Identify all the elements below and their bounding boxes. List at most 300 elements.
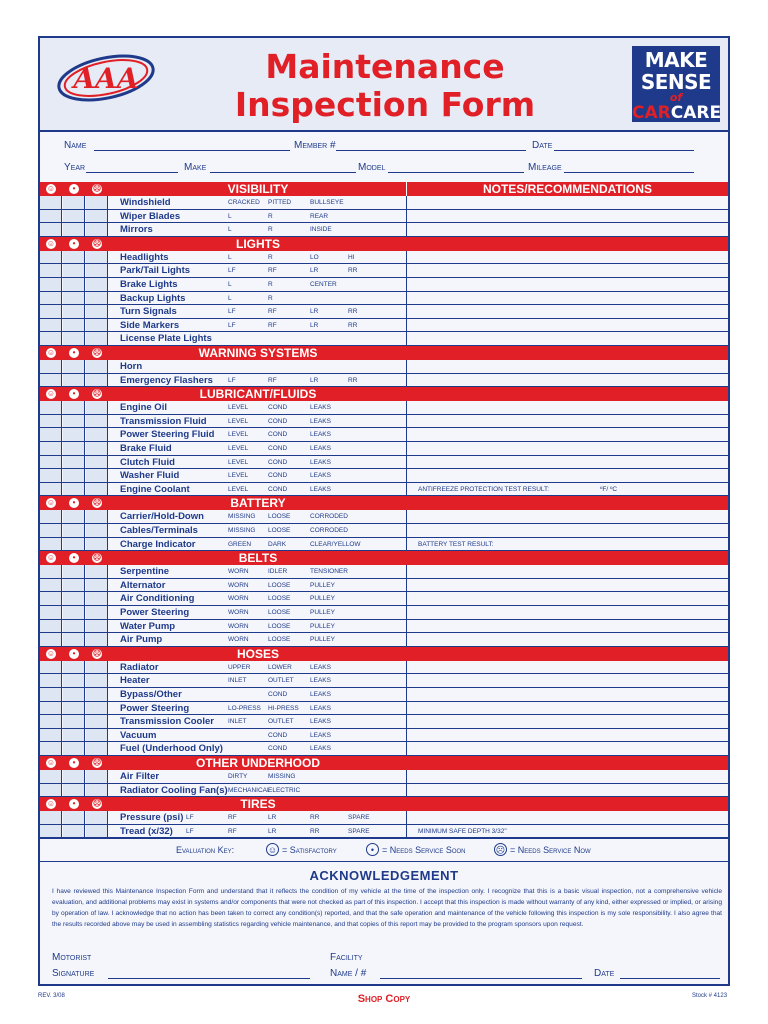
notes-header: NOTES/RECOMMENDATIONS	[406, 182, 728, 196]
notes-cell[interactable]	[406, 428, 728, 441]
service-soon-checkbox[interactable]	[63, 319, 85, 332]
motorist-label: Motorist	[52, 952, 92, 963]
rating-faces	[40, 797, 108, 811]
section-title: BELTS	[238, 551, 278, 566]
service-soon-checkbox[interactable]	[63, 825, 85, 838]
item-label: License Plate Lights	[120, 333, 212, 345]
option-label: LEAKS	[310, 417, 331, 425]
acknowledgement-title: ACKNOWLEDGEMENT	[309, 868, 459, 883]
service-soon-checkbox[interactable]	[63, 538, 85, 551]
service-soon-checkbox[interactable]	[63, 715, 85, 728]
service-soon-checkbox[interactable]	[63, 332, 85, 345]
service-soon-checkbox[interactable]	[63, 674, 85, 687]
satisfactory-checkbox[interactable]	[40, 729, 62, 742]
frown-icon: ☹	[92, 389, 102, 399]
note-text: MINIMUM SAFE DEPTH 3/32"	[418, 827, 507, 835]
neutral-face-icon: •	[69, 799, 79, 809]
service-now-checkbox[interactable]	[86, 510, 108, 523]
service-soon-checkbox[interactable]	[63, 278, 85, 291]
model-field[interactable]	[388, 162, 524, 173]
satisfactory-checkbox[interactable]	[40, 592, 62, 605]
notes-cell[interactable]	[406, 278, 728, 291]
service-soon-checkbox[interactable]	[63, 592, 85, 605]
option-label: RF	[268, 267, 277, 275]
table-row	[40, 319, 728, 333]
option-label: LEVEL	[228, 404, 249, 412]
notes-cell[interactable]	[406, 606, 728, 619]
satisfactory-checkbox[interactable]	[40, 565, 62, 578]
table-row	[40, 633, 728, 647]
option-label: LEVEL	[228, 431, 249, 439]
option-label: LOOSE	[268, 513, 291, 521]
satisfactory-checkbox[interactable]	[40, 742, 62, 755]
service-now-checkbox[interactable]	[86, 483, 108, 496]
neutral-face-icon: •	[69, 498, 79, 508]
option-label: L	[228, 281, 232, 288]
service-soon-checkbox[interactable]	[63, 360, 85, 373]
service-soon-checkbox[interactable]	[63, 292, 85, 305]
notes-cell[interactable]	[406, 565, 728, 578]
notes-cell[interactable]	[406, 510, 728, 523]
table-row	[40, 784, 728, 798]
option-label: CORRODED	[310, 527, 348, 534]
notes-cell[interactable]	[406, 688, 728, 701]
service-now-checkbox[interactable]	[86, 715, 108, 728]
satisfactory-checkbox[interactable]	[40, 332, 62, 345]
satisfactory-checkbox[interactable]	[40, 620, 62, 633]
satisfactory-checkbox[interactable]	[40, 674, 62, 687]
service-now-checkbox[interactable]	[86, 251, 108, 264]
notes-cell[interactable]	[406, 661, 728, 674]
ack-date-field[interactable]	[620, 968, 720, 979]
notes-cell[interactable]	[406, 401, 728, 414]
item-label: Washer Fluid	[120, 470, 180, 482]
option-label: INLET	[228, 677, 247, 685]
option-label: LEAKS	[310, 485, 331, 493]
notes-cell[interactable]	[406, 223, 728, 236]
year-field[interactable]	[86, 162, 178, 173]
option-label: MISSING	[228, 513, 256, 521]
notes-cell[interactable]	[406, 332, 728, 345]
option-label: R	[268, 226, 273, 234]
service-soon-checkbox[interactable]	[63, 742, 85, 755]
name-label: Name	[64, 140, 87, 151]
item-label: Radiator Cooling Fan(s)	[120, 784, 228, 796]
service-soon-checkbox[interactable]	[63, 374, 85, 387]
table-row	[40, 374, 728, 388]
option-label: LO	[310, 253, 319, 261]
option-label: COND	[268, 485, 288, 493]
satisfactory-checkbox[interactable]	[40, 401, 62, 414]
item-label: Fuel (Underhood Only)	[120, 743, 223, 755]
satisfactory-checkbox[interactable]	[40, 469, 62, 482]
service-soon-checkbox[interactable]	[63, 579, 85, 592]
service-soon-checkbox[interactable]	[63, 305, 85, 318]
inspection-form	[38, 36, 730, 986]
service-now-checkbox[interactable]	[86, 401, 108, 414]
signature-field[interactable]	[108, 968, 310, 979]
satisfactory-checkbox[interactable]	[40, 633, 62, 646]
service-soon-checkbox[interactable]	[63, 223, 85, 236]
option-label: COND	[268, 417, 288, 425]
service-now-checkbox[interactable]	[86, 360, 108, 373]
satisfactory-checkbox[interactable]	[40, 524, 62, 537]
service-now-checkbox[interactable]	[86, 674, 108, 687]
neutral-face-icon: •	[69, 184, 79, 194]
section-header	[40, 387, 728, 401]
option-label: LEVEL	[228, 485, 249, 493]
item-label: Vacuum	[120, 729, 157, 741]
table-row	[40, 620, 728, 634]
notes-cell[interactable]	[406, 729, 728, 742]
notes-cell[interactable]	[406, 360, 728, 373]
satisfactory-checkbox[interactable]	[40, 264, 62, 277]
service-soon-checkbox[interactable]	[63, 606, 85, 619]
service-soon-checkbox[interactable]	[63, 415, 85, 428]
option-label: LR	[310, 321, 319, 329]
notes-cell[interactable]	[406, 319, 728, 332]
option-label: PULLEY	[310, 609, 335, 616]
option-label: WORN	[228, 595, 249, 603]
rating-faces	[40, 647, 108, 661]
smile-icon: ☺	[46, 238, 56, 248]
notes-cell[interactable]	[406, 442, 728, 455]
option-label: RR	[310, 827, 320, 835]
satisfactory-checkbox[interactable]	[40, 510, 62, 523]
smile-icon: ☺	[46, 184, 56, 193]
item-label: Cables/Terminals	[120, 525, 198, 536]
date-field[interactable]	[554, 140, 694, 151]
frown-icon: ☹	[92, 238, 102, 248]
table-row	[40, 702, 728, 716]
service-soon-checkbox[interactable]	[63, 469, 85, 482]
notes-cell[interactable]	[406, 811, 728, 824]
table-row	[40, 428, 728, 442]
table-row	[40, 742, 728, 756]
neutral-face-icon: •	[69, 239, 79, 249]
table-row	[40, 332, 728, 346]
service-now-checkbox[interactable]	[86, 278, 108, 291]
table-row	[40, 510, 728, 524]
section-title: TIRES	[240, 797, 276, 812]
service-soon-checkbox[interactable]	[63, 251, 85, 264]
option-label: LOOSE	[268, 636, 291, 644]
satisfactory-checkbox[interactable]	[40, 688, 62, 701]
option-label: PULLEY	[310, 622, 335, 630]
option-label: LEAKS	[310, 718, 331, 726]
service-now-checkbox[interactable]	[86, 592, 108, 605]
notes-cell[interactable]	[406, 742, 728, 755]
service-now-checkbox[interactable]	[86, 784, 108, 797]
option-label: LF	[186, 814, 194, 822]
option-label: LR	[268, 827, 277, 835]
item-label: Serpentine	[120, 566, 170, 578]
option-label: INLET	[228, 718, 247, 726]
notes-cell[interactable]	[406, 210, 728, 223]
option-label: LF	[228, 308, 236, 316]
service-soon-checkbox[interactable]	[63, 456, 85, 469]
mileage-label: Mileage	[528, 162, 562, 173]
service-now-checkbox[interactable]	[86, 456, 108, 469]
neutral-face-icon: •	[69, 758, 79, 768]
option-label: RF	[228, 827, 237, 835]
notes-cell[interactable]	[406, 633, 728, 646]
notes-cell[interactable]	[406, 264, 728, 277]
service-now-checkbox[interactable]	[86, 442, 108, 455]
aaa-logo	[54, 50, 158, 106]
ack-date-label: Date	[594, 968, 615, 979]
service-soon-checkbox[interactable]	[63, 401, 85, 414]
service-now-checkbox[interactable]	[86, 825, 108, 838]
satisfactory-checkbox[interactable]	[40, 456, 62, 469]
date-label: Date	[532, 140, 553, 151]
item-label: Transmission Cooler	[120, 716, 214, 728]
service-soon-checkbox[interactable]	[63, 633, 85, 646]
option-label: COND	[268, 745, 288, 753]
option-label: LF	[186, 827, 194, 835]
option-label: LEAKS	[310, 458, 331, 466]
item-label: Tread (x/32)	[120, 825, 173, 837]
smile-icon: ☺	[46, 758, 56, 767]
option-label: LF	[228, 321, 236, 329]
service-now-checkbox[interactable]	[86, 688, 108, 701]
service-soon-checkbox[interactable]	[63, 442, 85, 455]
service-now-checkbox[interactable]	[86, 210, 108, 223]
facility-label: Facility	[330, 952, 363, 963]
service-now-checkbox[interactable]	[86, 606, 108, 619]
notes-cell[interactable]	[406, 469, 728, 482]
service-soon-checkbox[interactable]	[63, 210, 85, 223]
mileage-field[interactable]	[564, 162, 694, 173]
satisfactory-checkbox[interactable]	[40, 442, 62, 455]
service-soon-checkbox[interactable]	[63, 811, 85, 824]
satisfactory-checkbox[interactable]	[40, 661, 62, 674]
notes-cell[interactable]	[406, 196, 728, 209]
satisfactory-checkbox[interactable]	[40, 360, 62, 373]
service-soon-checkbox[interactable]	[63, 510, 85, 523]
service-now-checkbox[interactable]	[86, 770, 108, 783]
service-now-checkbox[interactable]	[86, 620, 108, 633]
item-label: Carrier/Hold-Down	[120, 511, 204, 523]
satisfactory-checkbox[interactable]	[40, 606, 62, 619]
section-header	[40, 496, 728, 510]
service-soon-checkbox[interactable]	[63, 688, 85, 701]
option-label: MISSING	[228, 527, 256, 534]
neutral-face-icon: •	[69, 553, 79, 563]
option-label: INSIDE	[310, 226, 332, 234]
table-row	[40, 292, 728, 306]
neutral-face-icon: •	[69, 348, 79, 358]
satisfactory-checkbox[interactable]	[40, 428, 62, 441]
service-now-checkbox[interactable]	[86, 702, 108, 715]
vehicle-info	[40, 130, 728, 180]
service-soon-checkbox[interactable]	[63, 702, 85, 715]
satisfactory-checkbox[interactable]	[40, 415, 62, 428]
option-label: WORN	[228, 622, 249, 630]
service-soon-checkbox[interactable]	[63, 483, 85, 496]
option-label: DIRTY	[228, 773, 248, 780]
option-label: LOWER	[268, 663, 292, 671]
service-now-checkbox[interactable]	[86, 565, 108, 578]
satisfactory-checkbox[interactable]	[40, 278, 62, 291]
notes-cell[interactable]	[406, 702, 728, 715]
facility-name-field[interactable]	[380, 968, 582, 979]
service-soon-checkbox[interactable]	[63, 428, 85, 441]
item-label: Air Filter	[120, 771, 160, 782]
service-now-checkbox[interactable]	[86, 538, 108, 551]
service-soon-checkbox[interactable]	[63, 661, 85, 674]
option-label: LEVEL	[228, 445, 249, 452]
service-soon-checkbox[interactable]	[63, 784, 85, 797]
notes-cell[interactable]	[406, 374, 728, 387]
badge-line-3	[632, 103, 720, 123]
satisfactory-checkbox[interactable]	[40, 292, 62, 305]
service-now-checkbox[interactable]	[86, 319, 108, 332]
service-now-checkbox[interactable]	[86, 196, 108, 209]
service-now-checkbox[interactable]	[86, 524, 108, 537]
satisfactory-checkbox[interactable]	[40, 702, 62, 715]
table-row	[40, 360, 728, 374]
service-soon-checkbox[interactable]	[63, 196, 85, 209]
service-now-checkbox[interactable]	[86, 292, 108, 305]
shop-copy-label: Shop Copy	[357, 993, 411, 1005]
notes-cell[interactable]	[406, 456, 728, 469]
option-label: LR	[310, 376, 319, 384]
make-field[interactable]	[210, 162, 356, 173]
option-label: LR	[268, 814, 277, 822]
option-label: TENSIONER	[310, 568, 348, 576]
service-now-checkbox[interactable]	[86, 661, 108, 674]
option-label: MISSING	[268, 773, 296, 780]
service-soon-checkbox[interactable]	[63, 770, 85, 783]
service-now-checkbox[interactable]	[86, 633, 108, 646]
satisfactory-checkbox[interactable]	[40, 196, 62, 209]
notes-cell[interactable]	[406, 674, 728, 687]
service-soon-checkbox[interactable]	[63, 524, 85, 537]
satisfactory-checkbox[interactable]	[40, 210, 62, 223]
section-header	[40, 797, 728, 811]
notes-cell[interactable]	[406, 524, 728, 537]
service-soon-checkbox[interactable]	[63, 565, 85, 578]
section-title: BATTERY	[230, 496, 286, 511]
option-label: COND	[268, 431, 288, 439]
option-label: PITTED	[268, 199, 292, 206]
table-row	[40, 538, 728, 552]
service-soon-checkbox[interactable]	[63, 264, 85, 277]
option-label: LR	[310, 308, 319, 316]
option-label: LOOSE	[268, 622, 291, 630]
option-label: GREEN	[228, 540, 252, 548]
name-field[interactable]	[94, 140, 290, 151]
service-now-checkbox[interactable]	[86, 469, 108, 482]
item-label: Water Pump	[120, 620, 176, 632]
option-label: CORRODED	[310, 513, 348, 521]
service-now-checkbox[interactable]	[86, 264, 108, 277]
smile-icon: ☺	[46, 553, 56, 563]
year-label: Year	[64, 162, 86, 173]
satisfactory-checkbox[interactable]	[40, 811, 62, 824]
notes-cell[interactable]	[406, 292, 728, 305]
notes-cell[interactable]	[406, 784, 728, 797]
service-now-checkbox[interactable]	[86, 332, 108, 345]
service-now-checkbox[interactable]	[86, 428, 108, 441]
satisfactory-checkbox[interactable]	[40, 770, 62, 783]
member-field[interactable]	[336, 140, 526, 151]
option-label: LEAKS	[310, 677, 331, 685]
notes-cell[interactable]	[406, 592, 728, 605]
satisfactory-checkbox[interactable]	[40, 251, 62, 264]
option-label: MECHANICAL	[228, 786, 271, 794]
member-label: Member #	[294, 140, 336, 151]
notes-cell[interactable]	[406, 305, 728, 318]
satisfactory-checkbox[interactable]	[40, 483, 62, 496]
satisfactory-checkbox[interactable]	[40, 538, 62, 551]
badge-care: CARE	[670, 103, 722, 123]
service-now-checkbox[interactable]	[86, 374, 108, 387]
service-now-checkbox[interactable]	[86, 729, 108, 742]
option-label: ELECTRIC	[268, 786, 301, 794]
table-row	[40, 592, 728, 606]
satisfactory-checkbox[interactable]	[40, 825, 62, 838]
satisfactory-checkbox[interactable]	[40, 374, 62, 387]
option-label: RF	[268, 308, 277, 316]
option-label: LEVEL	[228, 472, 249, 480]
option-label: UPPER	[228, 663, 251, 671]
service-soon-checkbox[interactable]	[63, 620, 85, 633]
smile-icon: ☺	[46, 389, 56, 399]
option-label: LR	[310, 267, 319, 275]
option-label: IDLER	[268, 568, 288, 576]
notes-cell[interactable]	[406, 415, 728, 428]
service-soon-checkbox[interactable]	[63, 729, 85, 742]
table-row	[40, 278, 728, 292]
notes-cell[interactable]	[406, 579, 728, 592]
smile-icon: ☺	[46, 498, 56, 508]
service-now-checkbox[interactable]	[86, 579, 108, 592]
table-row	[40, 251, 728, 265]
option-label: LEAKS	[310, 731, 331, 739]
frown-icon: ☹	[92, 184, 102, 193]
section-header	[40, 647, 728, 661]
service-now-checkbox[interactable]	[86, 811, 108, 824]
satisfactory-checkbox[interactable]	[40, 319, 62, 332]
service-now-checkbox[interactable]	[86, 742, 108, 755]
service-now-checkbox[interactable]	[86, 305, 108, 318]
satisfactory-checkbox[interactable]	[40, 305, 62, 318]
option-label: PULLEY	[310, 636, 335, 644]
satisfactory-checkbox[interactable]	[40, 715, 62, 728]
rating-faces	[40, 182, 108, 196]
item-label: Power Steering Fluid	[120, 429, 215, 441]
notes-cell[interactable]	[406, 770, 728, 783]
section-title: LIGHTS	[236, 236, 280, 251]
item-label: Turn Signals	[120, 306, 177, 318]
satisfactory-checkbox[interactable]	[40, 784, 62, 797]
satisfactory-checkbox[interactable]	[40, 223, 62, 236]
notes-cell[interactable]	[406, 251, 728, 264]
table-row	[40, 729, 728, 743]
table-row	[40, 688, 728, 702]
satisfactory-checkbox[interactable]	[40, 579, 62, 592]
form-title	[230, 48, 540, 124]
service-now-checkbox[interactable]	[86, 223, 108, 236]
service-now-checkbox[interactable]	[86, 415, 108, 428]
table-row	[40, 264, 728, 278]
notes-cell[interactable]	[406, 620, 728, 633]
option-label: WORN	[228, 581, 249, 589]
notes-cell[interactable]	[406, 715, 728, 728]
section-title: WARNING SYSTEMS	[198, 346, 318, 360]
